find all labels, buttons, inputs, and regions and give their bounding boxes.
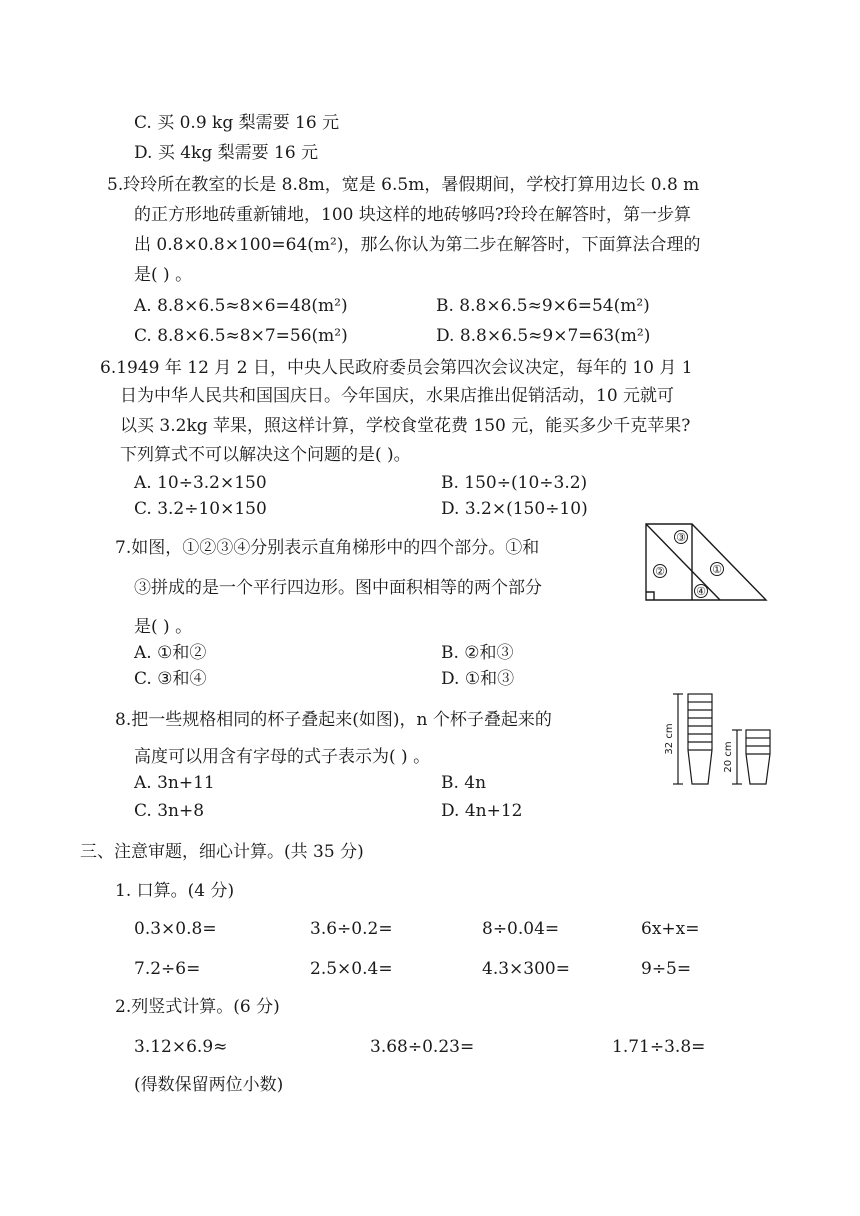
- oral-item-4: 6x+x=: [641, 919, 700, 939]
- oral-item-5: 7.2÷6=: [134, 959, 201, 979]
- q8-option-d: D. 4n+12: [441, 801, 523, 821]
- oral-item-1: 0.3×0.8=: [134, 919, 217, 939]
- q6-option-d: D. 3.2×(150÷10): [441, 499, 588, 519]
- short-stack-height: 20 cm: [723, 741, 734, 773]
- oral-item-6: 2.5×0.4=: [310, 959, 393, 979]
- q5-line-1: 5.玲玲所在教室的长是 8.8m，宽是 6.5m，暑假期间，学校打算用边长 0.8 m: [107, 175, 700, 195]
- section-3-title: 三、注意审题，细心计算。(共 35 分): [80, 842, 364, 862]
- q5-option-c: C. 8.8×6.5≈8×7=56(m²): [134, 326, 348, 346]
- trapezoid-figure: [640, 520, 772, 606]
- q8-option-c: C. 3n+8: [134, 801, 205, 821]
- q8-option-a: A. 3n+11: [134, 773, 215, 793]
- q5-option-b: B. 8.8×6.5≈9×6=54(m²): [436, 296, 650, 316]
- vertical-calc-heading: 2.列竖式计算。(6 分): [115, 997, 280, 1017]
- label-1: ①: [712, 563, 722, 576]
- q7-line-3: 是( ) 。: [134, 617, 193, 637]
- q7-line-2: ③拼成的是一个平行四边形。图中面积相等的两个部分: [134, 578, 542, 598]
- vertical-item-3: 1.71÷3.8=: [612, 1037, 706, 1057]
- q5-option-d: D. 8.8×6.5≈9×7=63(m²): [436, 326, 651, 346]
- vertical-item-2: 3.68÷0.23=: [370, 1037, 475, 1057]
- q7-option-c: C. ③和④: [134, 669, 207, 689]
- tall-stack-height: 32 cm: [664, 723, 675, 755]
- q6-line-4: 下列算式不可以解决这个问题的是( )。: [120, 445, 411, 465]
- q6-line-2: 日为中华人民共和国国庆日。今年国庆，水果店推出促销活动，10 元就可: [120, 386, 675, 406]
- q6-option-b: B. 150÷(10÷3.2): [441, 473, 588, 493]
- q6-option-c: C. 3.2÷10×150: [134, 499, 267, 519]
- oral-item-7: 4.3×300=: [482, 959, 570, 979]
- oral-item-8: 9÷5=: [641, 959, 692, 979]
- q5-line-2: 的正方形地砖重新铺地，100 块这样的地砖够吗?玲玲在解答时，第一步算: [134, 205, 691, 225]
- label-2: ②: [655, 565, 665, 578]
- rounding-note: (得数保留两位小数): [134, 1075, 284, 1095]
- right-angle-mark: [646, 592, 654, 600]
- trapezoid-outline: [646, 524, 766, 600]
- stacked-cups-figure: [664, 688, 780, 792]
- q6-line-3: 以买 3.2kg 苹果，照这样计算，学校食堂花费 150 元，能买多少千克苹果?: [120, 416, 691, 436]
- q8-option-b: B. 4n: [441, 773, 487, 793]
- oral-item-3: 8÷0.04=: [482, 919, 560, 939]
- label-4: ④: [696, 585, 706, 598]
- q7-option-b: B. ②和③: [441, 643, 514, 663]
- q5-line-3: 出 0.8×0.8×100=64(m²)，那么你认为第二步在解答时，下面算法合理的: [134, 235, 701, 255]
- q4-option-d: D. 买 4kg 梨需要 16 元: [134, 143, 319, 163]
- q7-option-a: A. ①和②: [134, 643, 207, 663]
- q8-line-1: 8.把一些规格相同的杯子叠起来(如图)，n 个杯子叠起来的: [115, 710, 552, 730]
- q5-option-a: A. 8.8×6.5≈8×6=48(m²): [134, 296, 348, 316]
- label-3: ③: [676, 531, 686, 544]
- q4-option-c: C. 买 0.9 kg 梨需要 16 元: [134, 113, 340, 133]
- q5-line-4: 是( ) 。: [134, 265, 193, 285]
- q6-line-1: 6.1949 年 12 月 2 日，中央人民政府委员会第四次会议决定，每年的 10 月 1: [100, 358, 693, 378]
- q6-option-a: A. 10÷3.2×150: [134, 473, 267, 493]
- oral-item-2: 3.6÷0.2=: [310, 919, 393, 939]
- q8-line-2: 高度可以用含有字母的式子表示为( ) 。: [134, 747, 431, 767]
- q7-line-1: 7.如图，①②③④分别表示直角梯形中的四个部分。①和: [115, 538, 540, 558]
- oral-calc-heading: 1. 口算。(4 分): [115, 881, 235, 901]
- q7-option-d: D. ①和③: [441, 669, 515, 689]
- vertical-item-1: 3.12×6.9≈: [134, 1037, 228, 1057]
